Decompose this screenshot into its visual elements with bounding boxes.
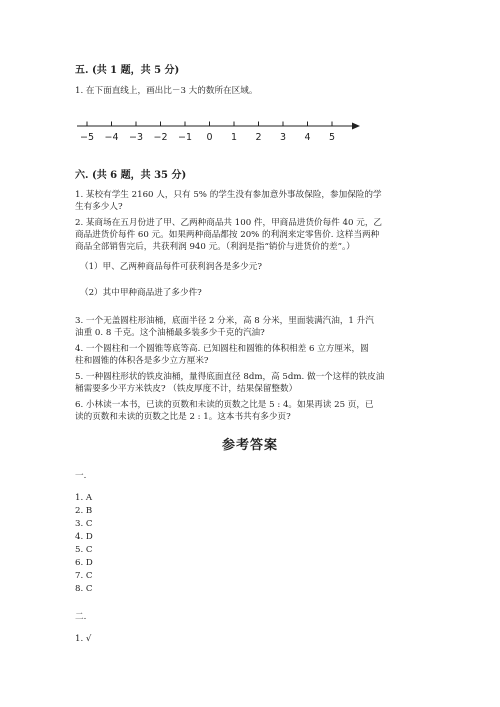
number-line-label: −2	[153, 132, 168, 143]
section-6-line: 商品进货价每件 60 元。如果两种商品都按 20% 的利润来定零售价. 这样当两种	[75, 230, 380, 240]
section-6-line: （2）其中甲种商品进了多少件?	[80, 288, 202, 298]
number-line-label: −1	[177, 132, 193, 143]
number-line-label: 4	[304, 132, 311, 143]
answer-item: 6. D	[75, 558, 93, 568]
section-6-line: 2. 某商场在五月份进了甲、乙两种商品共 100 件，甲商品进货价每件 40 元，乙	[75, 218, 383, 228]
section-6-line: 4. 一个圆柱和一个圆锥等底等高. 已知圆柱和圆锥的体积相差 6 立方厘米，圆	[75, 344, 369, 354]
section-6-line: 桶需要多少平方米铁皮? （铁皮厚度不计，结果保留整数）	[75, 384, 298, 394]
section-6-line: 3. 一个无盖圆柱形油桶，底面半径 2 分米，高 8 分米，里面装满汽油，1 升汽	[75, 316, 374, 326]
section-6-line: 生有多少人?	[75, 202, 123, 212]
section-6-line: 读的页数和未读的页数之比是 2 : 1。这本书共有多少页?	[75, 412, 291, 422]
section-6-line: 油重 0. 8 千克。这个油桶最多装多少千克的汽油?	[75, 328, 265, 338]
answer-item: 4. D	[75, 532, 93, 542]
section-5-question-1: 1. 在下面直线上，画出比－3 大的数所在区域。	[75, 86, 258, 96]
answer-item: 1. A	[75, 493, 93, 503]
section-6-line: 1. 某校有学生 2160 人，只有 5% 的学生没有参加意外事故保险，参加保险的学	[75, 190, 382, 200]
answer-item: 8. C	[75, 584, 93, 594]
number-line-label: 5	[328, 132, 336, 143]
section-5-title: 五. (共 1 题，共 5 分)	[75, 65, 180, 76]
section-6-line: 商品全部销售完后，共获利润 940 元。（利润是指“销价与进货价的差”。）	[75, 242, 355, 252]
number-line-label: −3	[128, 132, 144, 143]
section-6-line: 6. 小林读一本书，已读的页数和未读的页数之比是 5 : 4。如果再读 25 页，已	[75, 400, 374, 410]
number-line	[70, 113, 370, 149]
number-line-label: 3	[279, 132, 287, 143]
number-line-label: 0	[206, 132, 213, 143]
answer-item: 5. C	[75, 545, 93, 555]
answers-title: 参考答案	[221, 438, 278, 453]
section-6-line: （1）甲、乙两种商品每件可获利润各是多少元?	[80, 262, 262, 272]
number-line-label: 1	[230, 132, 238, 143]
answer-item: 7. C	[75, 571, 93, 581]
section-6-line: 柱和圆锥的体积各是多少立方厘米?	[75, 356, 209, 366]
answer-item: 3. C	[75, 519, 93, 529]
answer-item: 1. √	[75, 634, 92, 644]
answers-part-1-heading: 一.	[75, 471, 87, 481]
number-line-label: −5	[79, 132, 95, 143]
section-6-title: 六. (共 6 题，共 35 分)	[75, 170, 187, 181]
number-line-label: −4	[104, 132, 119, 143]
answer-item: 2. B	[75, 506, 93, 516]
answers-part-2-heading: 二.	[75, 612, 87, 622]
number-line-label: 2	[255, 132, 262, 143]
number-line-arrow-icon	[352, 123, 360, 130]
section-6-line: 5. 一种圆柱形状的铁皮油桶，量得底面直径 8dm，高 5dm. 做一个这样的铁皮油	[75, 372, 385, 382]
